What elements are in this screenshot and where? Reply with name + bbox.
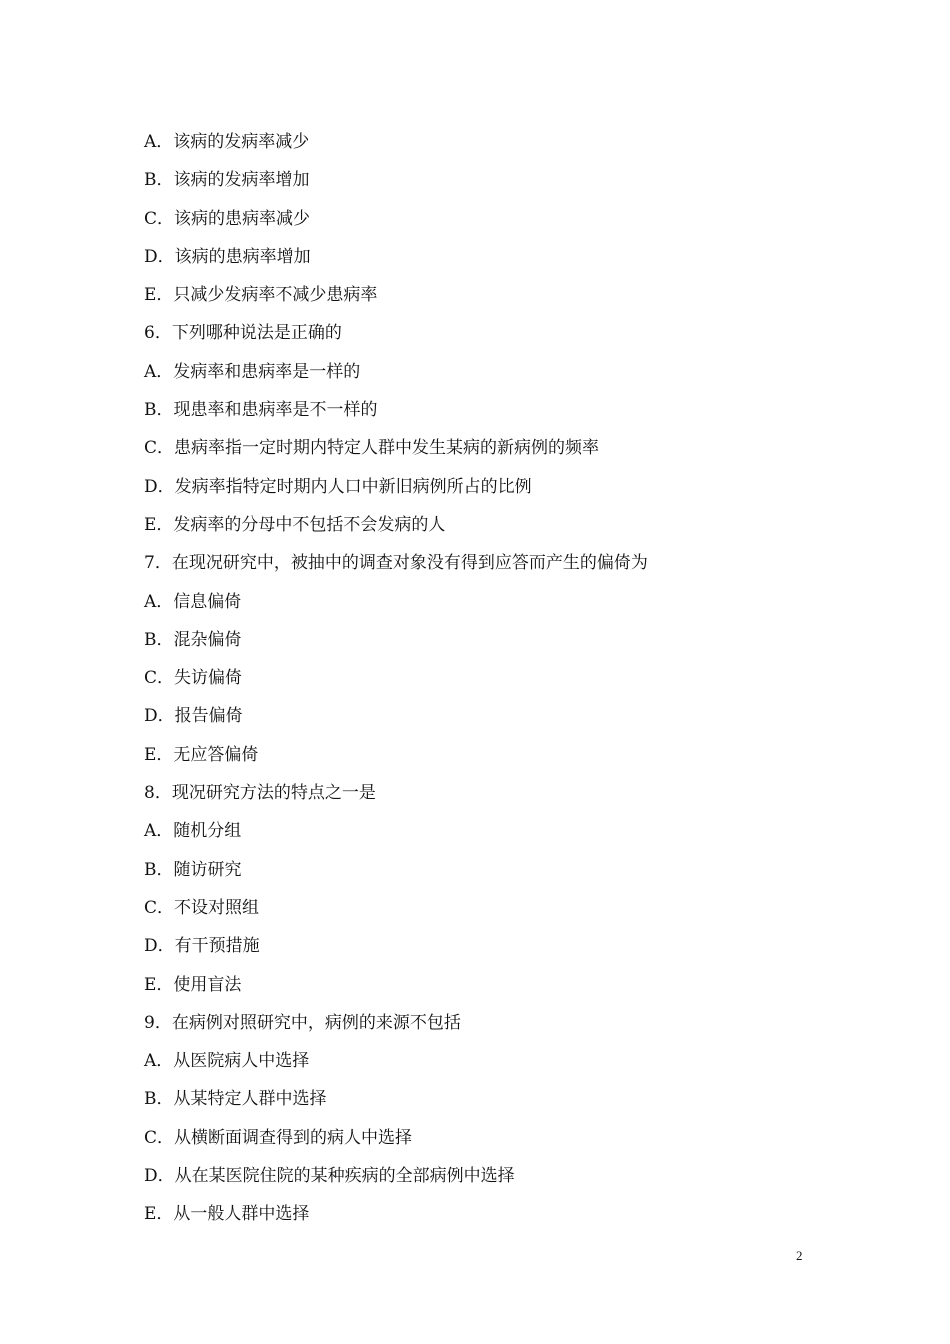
question-text: 9．在病例对照研究中，病例的来源不包括: [144, 1012, 461, 1033]
option-text: C．患病率指一定时期内特定人群中发生某病的新病例的频率: [144, 438, 600, 459]
option-text: B．随访研究: [144, 859, 242, 880]
option-text: D．从在某医院住院的某种疾病的全部病例中选择: [144, 1166, 515, 1187]
option-text: D．有干预措施: [144, 936, 260, 957]
page-number: 2: [796, 1248, 803, 1263]
option-text: E．从一般人群中选择: [144, 1204, 310, 1225]
option-text: C．该病的患病率减少: [144, 208, 311, 229]
option-text: A．发病率和患病率是一样的: [144, 361, 361, 382]
question-text: 7．在现况研究中，被抽中的调查对象没有得到应答而产生的偏倚为: [144, 553, 648, 574]
option-text: E．发病率的分母中不包括不会发病的人: [144, 514, 446, 535]
option-text: B．该病的发病率增加: [144, 170, 310, 191]
option-text: C．失访偏倚: [144, 668, 243, 689]
option-text: D．该病的患病率增加: [144, 246, 311, 267]
option-text: B．混杂偏倚: [144, 629, 242, 650]
question-text: 6．下列哪种说法是正确的: [144, 323, 342, 344]
option-text: A．从医院病人中选择: [144, 1051, 310, 1072]
option-text: A．随机分组: [144, 821, 242, 842]
option-text: E．只减少发病率不减少患病率: [144, 285, 378, 306]
option-text: A．信息偏倚: [144, 591, 242, 612]
option-text: D．报告偏倚: [144, 706, 243, 727]
option-text: B．从某特定人群中选择: [144, 1089, 327, 1110]
option-text: B．现患率和患病率是不一样的: [144, 400, 378, 421]
option-text: A．该病的发病率减少: [144, 132, 310, 152]
option-text: E．使用盲法: [144, 974, 242, 995]
option-text: D．发病率指特定时期内人口中新旧病例所占的比例: [144, 476, 532, 497]
option-text: C．从横断面调查得到的病人中选择: [144, 1127, 413, 1148]
question-text: 8．现况研究方法的特点之一是: [144, 783, 376, 804]
option-text: E．无应答偏倚: [144, 744, 259, 765]
option-text: C．不设对照组: [144, 897, 260, 918]
question-list: [144, 123, 844, 1234]
